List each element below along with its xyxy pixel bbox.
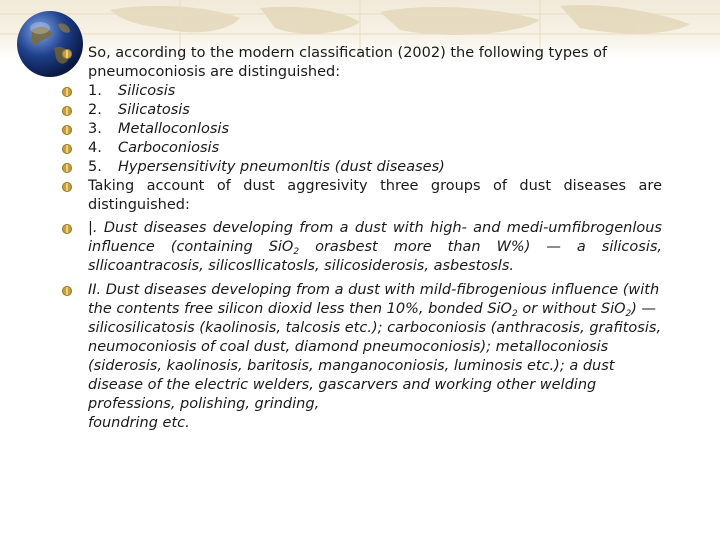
bullet-icon: [62, 182, 72, 192]
type-name: Metalloconlosis: [118, 121, 230, 137]
group-1-text-a: |. Dust diseases developing from a dust with high- and medi-umfibrogenlous influence (containing SiO: [88, 220, 662, 255]
bullet-icon: [62, 163, 72, 173]
subscript: 2: [293, 247, 300, 257]
group-1-text-b: orasbest more than W%) — a silicosis, sllicoantracosis, silicosllicatosls, silicosiderosis, asbestosls.: [88, 239, 663, 274]
intro-text: So, according to the modern classification (2002) the following types of pneumoconiosis are distinguished:: [88, 45, 608, 80]
type-name: Silicosis: [118, 83, 176, 99]
group-2-text: [88, 281, 662, 433]
group-2-text-c: ) — silicosilicatosis (kaolinosis, talcosis etc.); carboconiosis (anthracosis, grafitosis, neumoconiosis of coal dust, diamond pneumoconiosis); metalloconiosis (siderosis, kaolinosis, baritosis, manganoconiosis, luminosis etc.); a dust disease of the electric welders, gascarvers and working other welding professions, polishing, grinding,: [88, 301, 662, 412]
group-2-text-b: or without SiO: [517, 301, 626, 317]
type-number: 1.: [88, 83, 102, 99]
type-number: 3.: [88, 121, 102, 137]
intro-paragraph: [62, 44, 662, 82]
group-2-paragraph: [62, 281, 662, 433]
group-2-text-d: foundring etc.: [88, 415, 190, 431]
group-2-text-a: II. Dust diseases developing from a dust with mild-fibrogenious influence (with the contents free silicon dioxid less then 10%, bonded SiO: [88, 282, 660, 317]
type-name: Silicatosis: [118, 102, 190, 118]
group-1-text: [88, 219, 662, 276]
bullet-icon: [62, 87, 72, 97]
type-item-2: [62, 101, 662, 120]
bullet-icon: [62, 106, 72, 116]
bullet-icon: [62, 125, 72, 135]
type-item-1: [62, 82, 662, 101]
type-name: Carboconiosis: [118, 140, 220, 156]
type-item-4: [62, 139, 662, 158]
bullet-icon: [62, 224, 72, 234]
group-1-paragraph: [62, 219, 662, 276]
groups-intro-paragraph: [62, 177, 662, 215]
type-number: 2.: [88, 102, 102, 118]
bullet-icon: [62, 49, 72, 59]
type-item-3: [62, 120, 662, 139]
bullet-icon: [62, 286, 72, 296]
subscript: 2: [511, 309, 518, 319]
slide-body: [62, 44, 662, 433]
subscript: 2: [625, 309, 632, 319]
type-name: Hypersensitivity pneumonltis (dust diseases): [118, 159, 445, 175]
type-number: 5.: [88, 159, 102, 175]
type-item-5: [62, 158, 662, 177]
bullet-icon: [62, 144, 72, 154]
groups-intro-text: Taking account of dust aggresivity three groups of dust diseases are distinguished:: [88, 178, 662, 213]
type-number: 4.: [88, 140, 102, 156]
